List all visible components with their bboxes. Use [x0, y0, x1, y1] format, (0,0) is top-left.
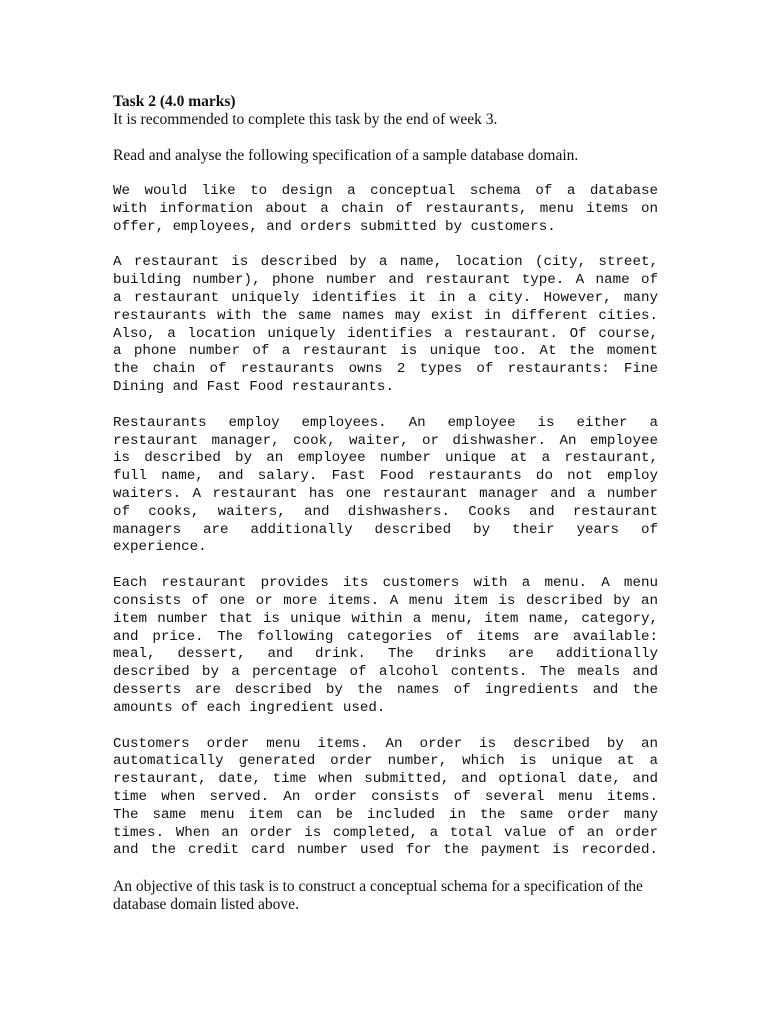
spec-paragraph-orders [113, 736, 658, 861]
specification [113, 183, 658, 860]
spec-line: meal, dessert, and drink. The drinks are additionally [113, 646, 658, 663]
spec-line: of cooks, waiters, and dishwashers. Cooks and restaurant [113, 503, 658, 520]
task-objective: An objective of this task is to construct a conceptual schema for a specification of the database domain listed above. [113, 878, 643, 914]
spec-line: and the credit card number used for the payment is recorded. [113, 842, 658, 859]
task-title: Task 2 (4.0 marks) [113, 93, 236, 110]
spec-line: full name, and salary. Fast Food restaurants do not employ [113, 468, 658, 485]
spec-line: time when served. An order consists of several menu items. [113, 788, 658, 805]
spec-line: restaurant manager, cook, waiter, or dishwasher. An employee [113, 432, 658, 449]
spec-line: times. When an order is completed, a total value of an order [113, 824, 658, 841]
spec-line: building number), phone number and restaurant type. A name of [113, 272, 658, 289]
spec-paragraph-menu [113, 575, 658, 717]
spec-line: Customers order menu items. An order is described by an [113, 735, 658, 752]
spec-line: Each restaurant provides its customers with a menu. A menu [113, 575, 658, 592]
task-intro: Read and analyse the following specification of a sample database domain. [113, 147, 579, 164]
spec-line: amounts of each ingredient used. [113, 699, 386, 716]
spec-line: The same menu item can be included in the same order many [113, 806, 658, 823]
spec-line: a restaurant uniquely identifies it in a city. However, many [113, 289, 658, 306]
spec-line: is described by an employee number unique at a restaurant, [113, 450, 658, 467]
spec-line: Dining and Fast Food restaurants. [113, 378, 394, 395]
task-recommendation: It is recommended to complete this task by the end of week 3. [113, 111, 498, 128]
spec-line: restaurant, date, time when submitted, and optional date, and [113, 771, 658, 788]
spec-line: described by a percentage of alcohol contents. The meals and [113, 664, 658, 681]
document-page [113, 93, 658, 914]
spec-line: item number that is unique within a menu, item name, category, [113, 610, 658, 627]
spec-line: Also, a location uniquely identifies a restaurant. Of course, [113, 325, 658, 342]
spec-line: waiters. A restaurant has one restaurant manager and a number [113, 485, 658, 502]
spec-line: a phone number of a restaurant is unique too. At the moment [113, 343, 658, 360]
spec-line: restaurants with the same names may exist in different cities. [113, 307, 658, 324]
spec-line: the chain of restaurants owns 2 types of restaurants: Fine [113, 361, 658, 378]
spec-paragraph-intro [113, 183, 658, 236]
spec-line: with information about a chain of restaurants, menu items on [113, 200, 658, 217]
spec-paragraph-restaurant [113, 254, 658, 396]
spec-line: offer, employees, and orders submitted by customers. [113, 218, 556, 235]
spec-line: Restaurants employ employees. An employee is either a [113, 414, 658, 431]
spec-line: We would like to design a conceptual schema of a database [113, 183, 658, 199]
spec-line: experience. [113, 539, 207, 556]
spec-line: managers are additionally described by their years of [113, 521, 658, 538]
spec-line: consists of one or more items. A menu item is described by an [113, 592, 658, 609]
spec-paragraph-employees [113, 415, 658, 557]
spec-line: and price. The following categories of items are available: [113, 628, 658, 645]
spec-line: desserts are described by the names of ingredients and the [113, 681, 658, 698]
spec-line: A restaurant is described by a name, location (city, street, [113, 254, 658, 271]
spec-line: automatically generated order number, which is unique at a [113, 753, 658, 770]
